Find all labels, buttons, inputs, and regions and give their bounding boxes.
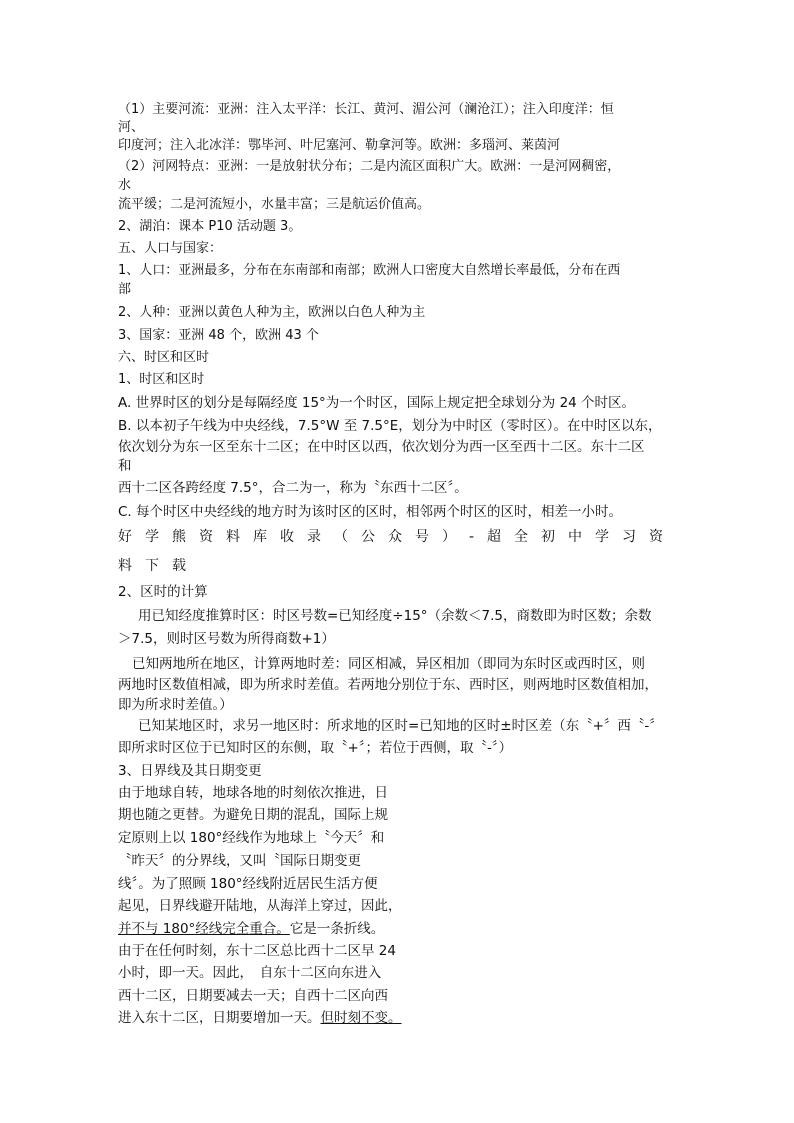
text-line: 部: [118, 282, 132, 297]
text-segment: 进入东十二区，日期要增加一天。: [118, 1010, 321, 1026]
text-line: 期也随之更替。为避免日期的混乱，国际上规: [118, 807, 388, 823]
text-line: 西十二区，日期要减去一天；自西十二区向西: [118, 988, 388, 1004]
text-line: 河、: [118, 120, 145, 135]
text-line: 水: [118, 178, 132, 193]
text-line: 1、人口：亚洲最多，分布在东南部和南部；欧洲人口密度大自然增长率最低，分布在西: [118, 263, 621, 278]
section-heading: 六、时区和区时: [118, 350, 210, 365]
text-line: 由于地球自转，地球各地的时刻依次推进，日: [118, 785, 388, 801]
subsection-heading: 3、日界线及其日期变更: [118, 763, 262, 779]
text-line: 依次划分为东一区至东十二区；在中时区以西，依次划分为西一区至西十二区。东十二区: [118, 439, 645, 455]
text-line: （2）河网特点：亚洲：一是放射状分布；二是内流区面积广大。欧洲：一是河网稠密，: [118, 159, 621, 174]
text-line: 印度河；注入北冰洋：鄂毕河、叶尼塞河、勒拿河等。欧洲：多瑙河、莱茵河: [118, 138, 561, 153]
watermark-line: 料下载: [118, 558, 199, 574]
text-line: （1）主要河流：亚洲：注入太平洋：长江、黄河、湄公河（澜沧江）；注入印度洋：恒: [118, 102, 614, 117]
text-line: 线〞。为了照顾 180°经线附近居民生活方便: [118, 876, 378, 892]
text-line: C. 每个时区中央经线的地方时为该时区的区时，相邻两个时区的区时，相差一小时。: [118, 504, 623, 520]
underlined-text: 但时刻不变。: [320, 1010, 402, 1026]
text-line: 已知两地所在地区，计算两地时差：同区相减，异区相加（即同为东时区或西时区，则: [132, 656, 645, 672]
text-line: 即所求时区位于已知时区的东侧，取〝+〞；若位于西侧，取〝-〞）: [118, 740, 513, 756]
subsection-heading: 1、时区和区时: [118, 372, 205, 387]
subsection-heading: 2、区时的计算: [118, 584, 208, 600]
text-line: 由于在任何时刻，东十二区总比西十二区早 24: [118, 943, 396, 959]
text-line: 定原则上以 180°经线作为地球上〝今天〞和: [118, 830, 385, 846]
text-line: ＞7.5，则时区号数为所得商数+1）: [118, 631, 335, 647]
text-line: 和: [118, 458, 132, 474]
text-line: 小时，即一天。因此， 自东十二区向东进入: [118, 965, 382, 981]
text-line: 即为所求时差值。）: [118, 697, 233, 713]
text-line: [118, 1010, 402, 1026]
text-line: 用已知经度推算时区：时区号数=已知经度÷15°（余数＜7.5，商数即为时区数；余数: [138, 608, 652, 624]
section-heading: 五、人口与国家：: [118, 241, 223, 256]
text-line: 起见，日界线避开陆地，从海洋上穿过，因此，: [118, 898, 402, 914]
text-line: A. 世界时区的划分是每隔经度 15°为一个时区，国际上规定把全球划分为 24 个时区。: [118, 395, 636, 411]
text-line: 2、人种：亚洲以黄色人种为主，欧洲以白色人种为主: [118, 305, 426, 320]
text-line: 西十二区各跨经度 7.5°，合二为一，称为〝东西十二区〞。: [118, 480, 468, 496]
text-line: 3、国家：亚洲 48 个，欧洲 43 个: [118, 328, 319, 343]
watermark-line: 好学熊资料库收录（公众号）-超全初中学习资: [118, 529, 677, 545]
underlined-text: 并不与 180°经线完全重合。: [118, 921, 290, 937]
text-line: 已知某地区时，求另一地区时：所求地的区时=已知地的区时±时区差（东〝+〞西〝-〞: [138, 718, 663, 734]
text-line: 2、湖泊：课本 P10 活动题 3。: [118, 219, 302, 234]
text-line: [118, 921, 384, 937]
text-line: 两地时区数值相减，即为所求时差值。若两地分别位于东、西时区，则两地时区数值相加，: [118, 677, 658, 693]
text-line: 流平缓；二是河流短小，水量丰富；三是航运价值高。: [118, 197, 431, 212]
text-line: B. 以本初子午线为中央经线，7.5°W 至 7.5°E，划分为中时区（零时区）。在中时区以东，: [118, 418, 662, 434]
text-line: 〝昨天〞的分界线，又叫〝国际日期变更: [118, 853, 361, 869]
text-segment: 它是一条折线。: [289, 921, 385, 937]
